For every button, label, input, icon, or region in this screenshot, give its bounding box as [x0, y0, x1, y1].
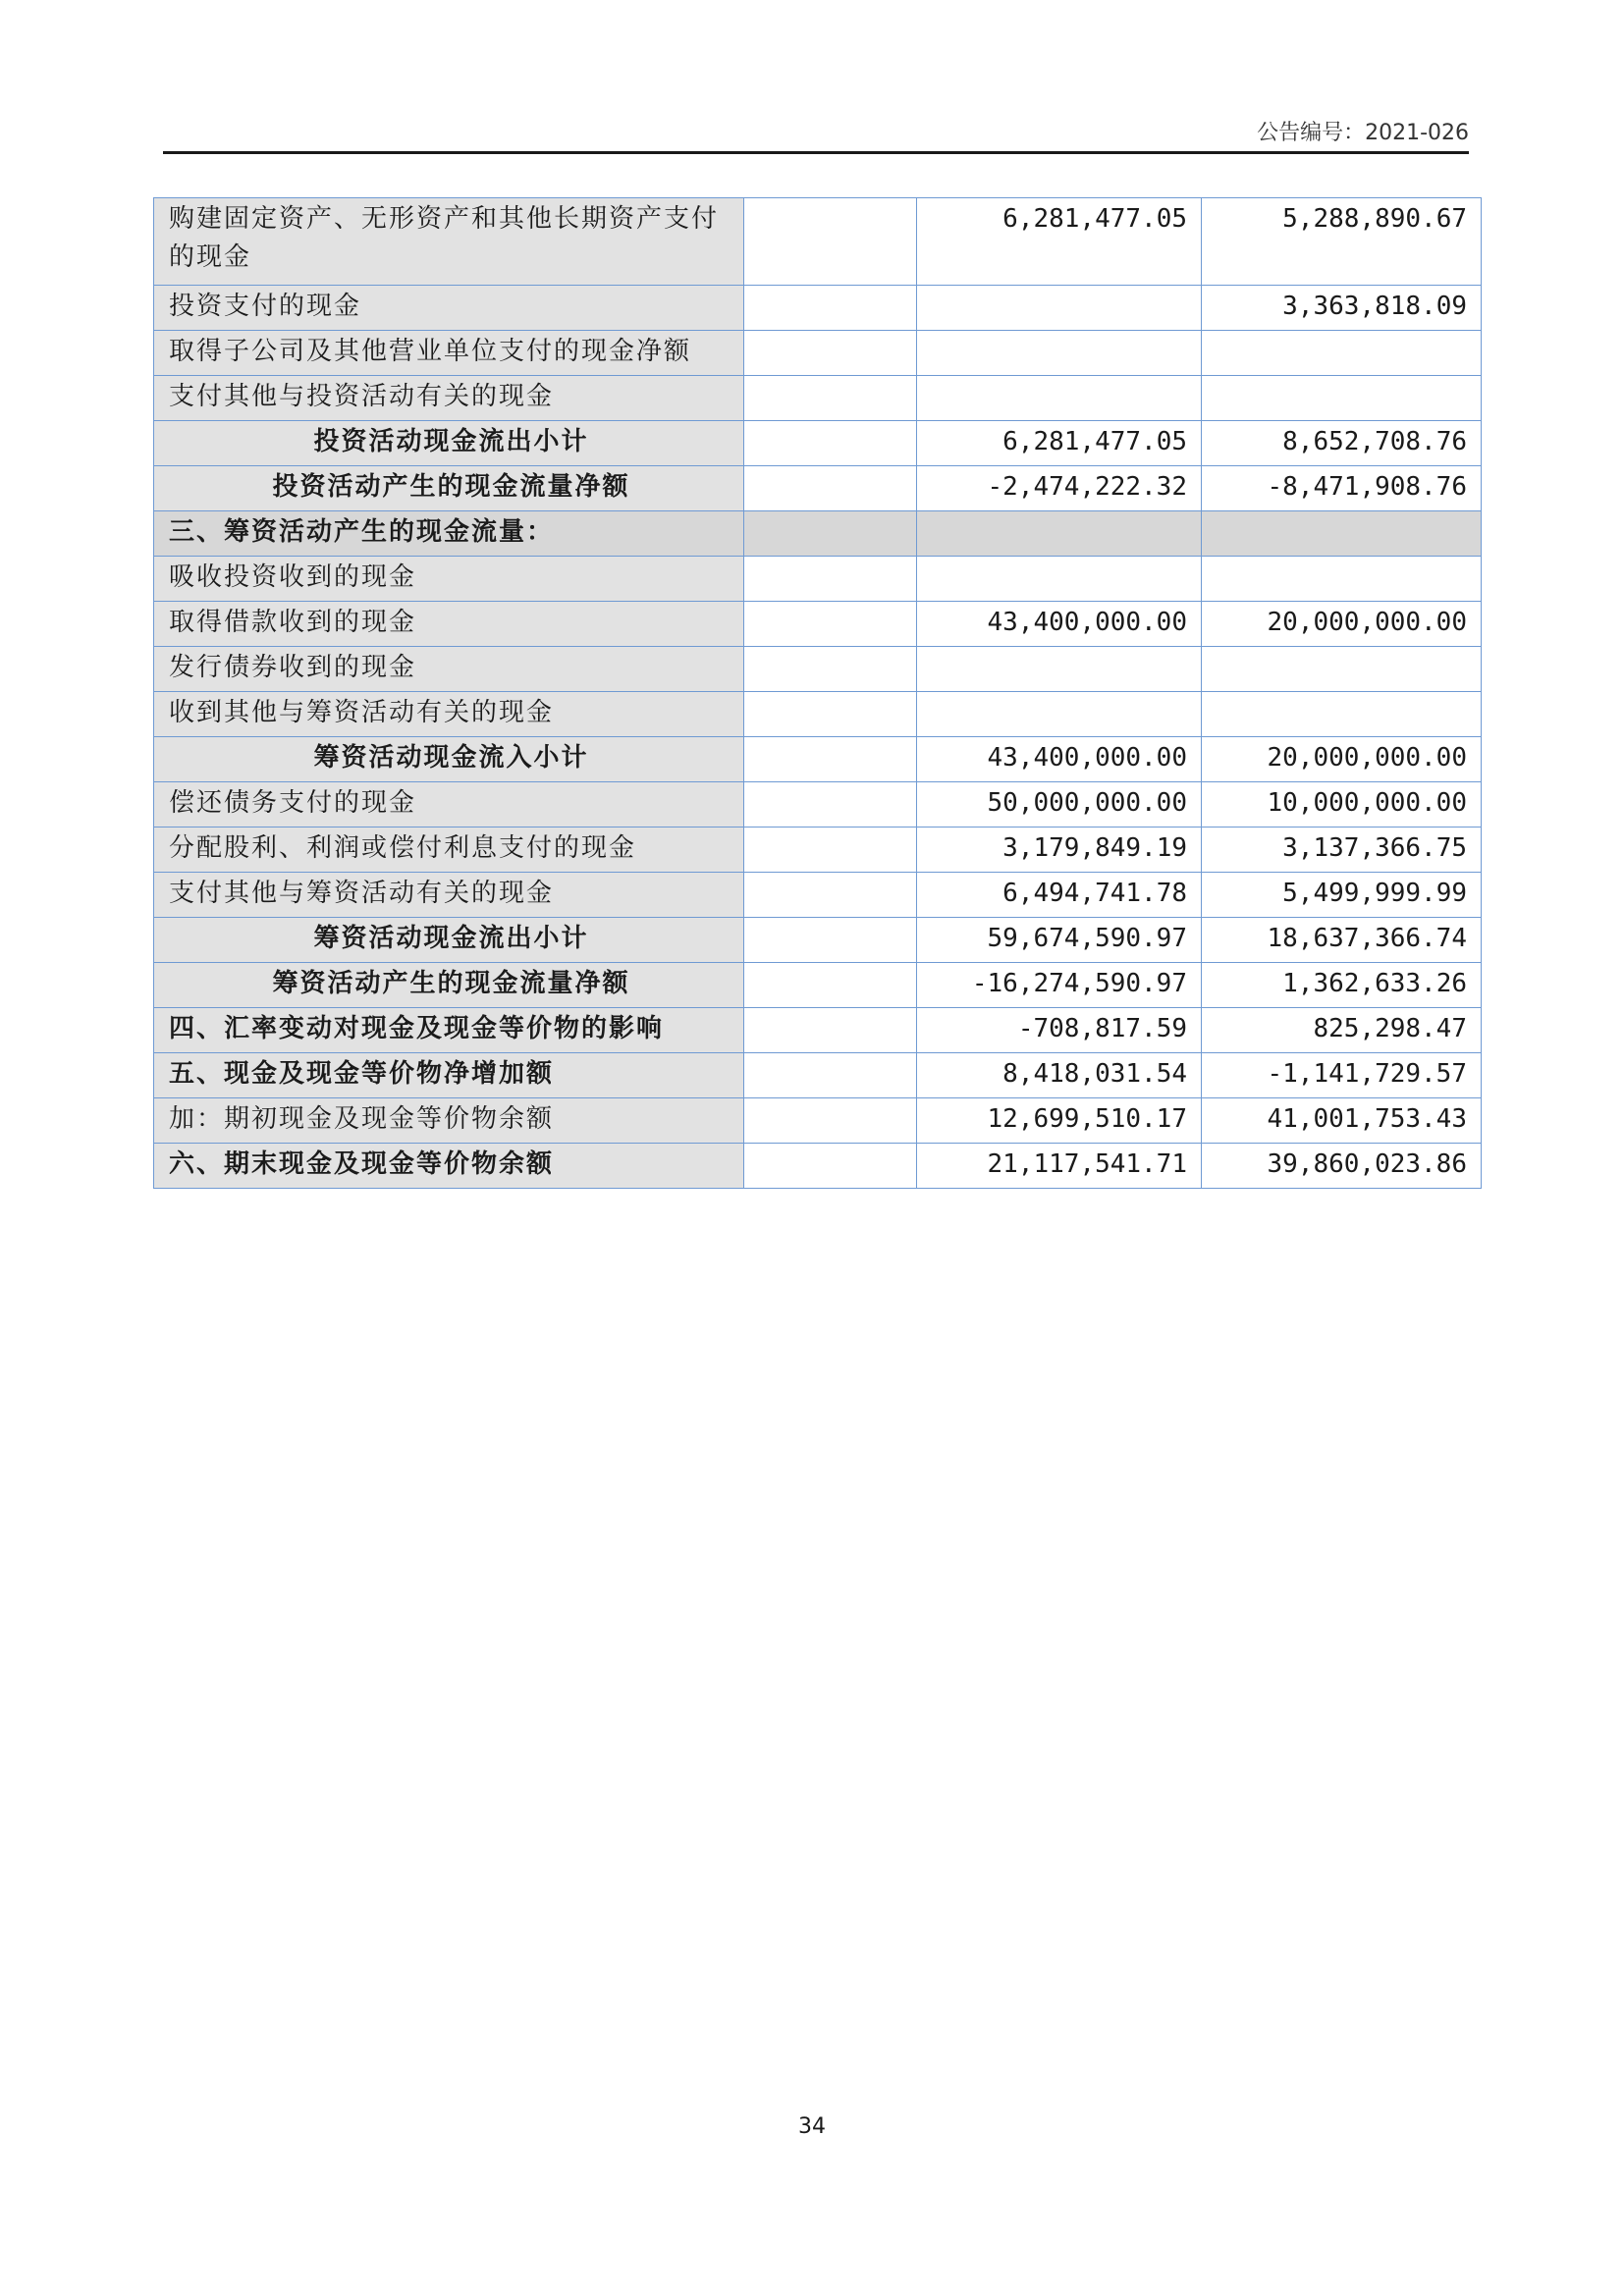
- row-note-cell: [744, 737, 917, 782]
- prior-period-amount: [1202, 692, 1482, 737]
- current-period-amount: 43,400,000.00: [917, 602, 1202, 647]
- prior-period-amount: 3,137,366.75: [1202, 828, 1482, 873]
- row-note-cell: [744, 918, 917, 963]
- table-row: [154, 692, 1482, 737]
- current-period-amount: [917, 557, 1202, 602]
- row-label: 加：期初现金及现金等价物余额: [154, 1098, 744, 1144]
- current-period-amount: [917, 331, 1202, 376]
- prior-period-amount: [1202, 557, 1482, 602]
- row-note-cell: [744, 828, 917, 873]
- prior-period-amount: 20,000,000.00: [1202, 602, 1482, 647]
- current-period-amount: [917, 692, 1202, 737]
- row-note-cell: [744, 602, 917, 647]
- row-label: 支付其他与筹资活动有关的现金: [154, 873, 744, 918]
- current-period-amount: 3,179,849.19: [917, 828, 1202, 873]
- table-row: [154, 647, 1482, 692]
- row-note-cell: [744, 331, 917, 376]
- table-row: [154, 421, 1482, 466]
- row-label: 偿还债务支付的现金: [154, 782, 744, 828]
- current-period-amount: -2,474,222.32: [917, 466, 1202, 511]
- row-note-cell: [744, 1053, 917, 1098]
- prior-period-amount: 5,288,890.67: [1202, 198, 1482, 286]
- current-period-amount: 6,281,477.05: [917, 421, 1202, 466]
- table-row: [154, 511, 1482, 557]
- row-label: 投资活动现金流出小计: [154, 421, 744, 466]
- current-period-amount: [917, 511, 1202, 557]
- table-row: [154, 963, 1482, 1008]
- row-label: 投资支付的现金: [154, 286, 744, 331]
- row-note-cell: [744, 1008, 917, 1053]
- table-row: [154, 1008, 1482, 1053]
- row-note-cell: [744, 286, 917, 331]
- row-label: 取得子公司及其他营业单位支付的现金净额: [154, 331, 744, 376]
- table-row: [154, 1098, 1482, 1144]
- table-row: [154, 557, 1482, 602]
- prior-period-amount: 20,000,000.00: [1202, 737, 1482, 782]
- page-number: 34: [798, 2114, 826, 2139]
- current-period-amount: [917, 647, 1202, 692]
- table-row: [154, 1053, 1482, 1098]
- prior-period-amount: 5,499,999.99: [1202, 873, 1482, 918]
- prior-period-amount: 825,298.47: [1202, 1008, 1482, 1053]
- current-period-amount: 21,117,541.71: [917, 1144, 1202, 1189]
- current-period-amount: [917, 376, 1202, 421]
- row-note-cell: [744, 873, 917, 918]
- row-label: 吸收投资收到的现金: [154, 557, 744, 602]
- table-row: [154, 331, 1482, 376]
- current-period-amount: 50,000,000.00: [917, 782, 1202, 828]
- current-period-amount: 12,699,510.17: [917, 1098, 1202, 1144]
- cash-flow-table-body: [154, 198, 1482, 1189]
- table-row: [154, 1144, 1482, 1189]
- prior-period-amount: 10,000,000.00: [1202, 782, 1482, 828]
- row-label: 五、现金及现金等价物净增加额: [154, 1053, 744, 1098]
- row-note-cell: [744, 1144, 917, 1189]
- table-row: [154, 198, 1482, 286]
- row-note-cell: [744, 421, 917, 466]
- row-note-cell: [744, 647, 917, 692]
- row-note-cell: [744, 376, 917, 421]
- row-note-cell: [744, 557, 917, 602]
- prior-period-amount: 39,860,023.86: [1202, 1144, 1482, 1189]
- prior-period-amount: -8,471,908.76: [1202, 466, 1482, 511]
- page-header: [163, 116, 1469, 154]
- row-label: 筹资活动现金流出小计: [154, 918, 744, 963]
- prior-period-amount: [1202, 376, 1482, 421]
- row-label: 六、期末现金及现金等价物余额: [154, 1144, 744, 1189]
- prior-period-amount: 18,637,366.74: [1202, 918, 1482, 963]
- table-row: [154, 873, 1482, 918]
- prior-period-amount: 1,362,633.26: [1202, 963, 1482, 1008]
- prior-period-amount: 41,001,753.43: [1202, 1098, 1482, 1144]
- table-row: [154, 737, 1482, 782]
- row-label: 筹资活动现金流入小计: [154, 737, 744, 782]
- current-period-amount: 59,674,590.97: [917, 918, 1202, 963]
- row-label: 发行债券收到的现金: [154, 647, 744, 692]
- row-note-cell: [744, 963, 917, 1008]
- row-label: 购建固定资产、无形资产和其他长期资产支付的现金: [154, 198, 744, 286]
- cash-flow-table: [153, 197, 1482, 1189]
- row-note-cell: [744, 1098, 917, 1144]
- current-period-amount: -16,274,590.97: [917, 963, 1202, 1008]
- row-label: 投资活动产生的现金流量净额: [154, 466, 744, 511]
- row-note-cell: [744, 466, 917, 511]
- row-label: 取得借款收到的现金: [154, 602, 744, 647]
- table-row: [154, 602, 1482, 647]
- row-label: 四、汇率变动对现金及现金等价物的影响: [154, 1008, 744, 1053]
- row-note-cell: [744, 198, 917, 286]
- prior-period-amount: [1202, 647, 1482, 692]
- prior-period-amount: 3,363,818.09: [1202, 286, 1482, 331]
- current-period-amount: 6,494,741.78: [917, 873, 1202, 918]
- current-period-amount: [917, 286, 1202, 331]
- row-label: 支付其他与投资活动有关的现金: [154, 376, 744, 421]
- current-period-amount: 8,418,031.54: [917, 1053, 1202, 1098]
- table-row: [154, 828, 1482, 873]
- current-period-amount: 43,400,000.00: [917, 737, 1202, 782]
- table-row: [154, 782, 1482, 828]
- table-row: [154, 466, 1482, 511]
- row-label: 三、筹资活动产生的现金流量：: [154, 511, 744, 557]
- table-row: [154, 918, 1482, 963]
- row-label: 收到其他与筹资活动有关的现金: [154, 692, 744, 737]
- prior-period-amount: 8,652,708.76: [1202, 421, 1482, 466]
- current-period-amount: -708,817.59: [917, 1008, 1202, 1053]
- announcement-number: 公告编号：2021-026: [1257, 121, 1469, 145]
- prior-period-amount: [1202, 331, 1482, 376]
- row-note-cell: [744, 692, 917, 737]
- row-note-cell: [744, 782, 917, 828]
- row-label: 分配股利、利润或偿付利息支付的现金: [154, 828, 744, 873]
- current-period-amount: 6,281,477.05: [917, 198, 1202, 286]
- table-row: [154, 376, 1482, 421]
- table-row: [154, 286, 1482, 331]
- prior-period-amount: -1,141,729.57: [1202, 1053, 1482, 1098]
- prior-period-amount: [1202, 511, 1482, 557]
- row-label: 筹资活动产生的现金流量净额: [154, 963, 744, 1008]
- row-note-cell: [744, 511, 917, 557]
